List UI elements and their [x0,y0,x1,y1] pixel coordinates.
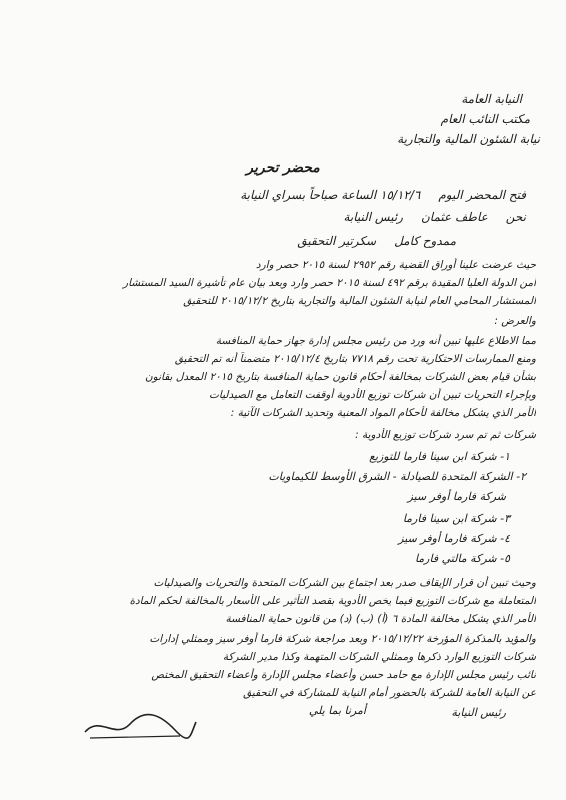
field-row-prosecutor [60,210,526,224]
field-row-date [60,188,526,202]
field-role: رئيس النيابة [343,210,403,224]
field-label: نحن [505,210,526,224]
body-line: شركات ثم تم سرد شركات توزيع الأدوية : [355,429,536,441]
list-item: شركة فارما أوفر سيز [407,490,506,503]
body-line: والعرض : [494,315,536,327]
body-line: حيث عرضت علينا أوراق القضية رقم ٢٩٥٢ لسنة ٢٠١٥ حصر وارد [255,259,536,271]
list-item: ٢- الشركة المتحدة للصيادلة - الشرق الأوسط للكيماويات [268,470,526,483]
field-role: سكرتير التحقيق [297,234,377,248]
body-line: الأمر الذي يشكل مخالفة المادة ٦ (أ) (ب) (د) من قانون حماية المنافسة [225,613,536,625]
field-value: ممدوح كامل [394,234,456,248]
body-line: ومنع الممارسات الاحتكارية تحت رقم ٧٧١٨ بتاريخ ٢٠١٥/١٢/٤ متضمناً أنه تم التحقيق [174,353,536,365]
closing-line: أمرنا بما يلي [308,704,366,717]
body-line: الأمر الذي يشكل مخالفة لأحكام المواد المعنية وتحديد الشركات الآتية : [230,407,536,419]
list-item: ٤- شركة فارما أوفر سيز [398,532,510,545]
header-line-1: النيابة العامة [461,92,522,106]
document-title: محضر تحرير [246,160,320,176]
body-line: المستشار المحامي العام لنيابة الشئون المالية والتجارية بتاريخ ٢٠١٥/١٢/٢ للتحقيق [183,295,536,307]
header-line-2: مكتب النائب العام [440,112,530,126]
body-line: أمن الدولة العليا المقيدة برقم ٤٩٢ لسنة ٢٠١٥ حصر وارد وبعد بيان عام تأشيرة السيد المستشار [123,277,536,289]
field-value: عاطف عثمان [420,210,488,224]
signature-scribble [80,710,200,744]
header-line-3: نيابة الشئون المالية والتجارية [397,132,540,146]
body-line: بشأن قيام بعض الشركات بمخالفة أحكام قانون حماية المنافسة بتاريخ ٢٠١٥ المعدل بقانون [144,371,536,383]
field-row-secretary [60,234,456,248]
signature-role: رئيس النيابة [451,706,506,719]
list-item: ٥- شركة مالتي فارما [414,552,510,565]
body-line: مما الاطلاع عليها تبين أنه ورد من رئيس مجلس إدارة جهاز حماية المنافسة [215,335,536,347]
list-item: ٣- شركة ابن سينا فارما [402,512,510,525]
body-line: نائب رئيس مجلس الإدارة مع حامد حسن وأعضاء مجلس الإدارة وأعضاء التحقيق المختص [151,669,536,681]
body-line: المتعاملة مع شركات التوزيع فيما يخص الأدوية بقصد التأثير على الأسعار بالمخالفة لحكم المادة [129,595,536,607]
list-item: ١- شركة ابن سينا فارما للتوزيع [369,450,510,463]
body-line: وبإجراء التحريات تبين أن شركات توزيع الأدوية أوقفت التعامل مع الصيدليات [209,389,536,401]
body-line: والمؤيد بالمذكرة المؤرخة ٢٠١٥/١٢/٢٢ وبعد مراجعة شركة فارما أوفر سيز وممثلي إدارات [149,633,536,645]
field-label: فتح المحضر اليوم [438,188,526,202]
field-value: ١٥/١٢/٦ الساعة صباحاً بسراي النيابة [240,188,421,202]
body-line: وحيث تبين أن قرار الإيقاف صدر بعد اجتماع بين الشركات المتحدة والتحريات والصيدليات [153,577,536,589]
body-line: عن النيابة العامة للشركة بالحضور أمام النيابة للمشاركة في التحقيق [243,687,536,699]
body-line: شركات التوزيع الوارد ذكرها وممثلي الشركات المتهمة وكذا مدير الشركة [222,651,536,663]
